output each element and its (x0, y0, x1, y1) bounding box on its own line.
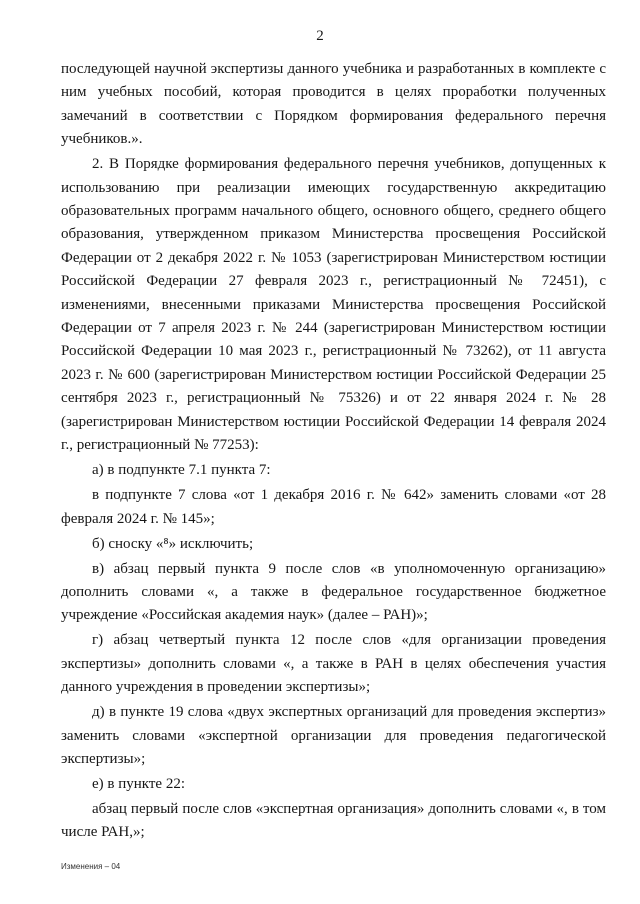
paragraph-3: а) в подпункте 7.1 пункта 7: (92, 462, 271, 479)
document-body (61, 58, 606, 845)
page-number: 2 (316, 28, 324, 44)
paragraph-7: г) абзац четвертый пункта 12 после слов «для организации проведения экспертизы» дополнить словами «, а также в РАН в целях обеспечения участия данного учреждения в проведении экспертизы»; (61, 632, 606, 696)
paragraph-9: е) в пункте 22: (92, 775, 186, 792)
paragraph-5: б) сноску «⁸» исключить; (92, 535, 254, 552)
paragraph-2: 2. В Порядке формирования федерального перечня учебников, допущенных к использованию при реализации имеющих государственную аккредитацию образовательных программ начального общего, основного общего, среднего общего образования, утвержденном приказом Министерства просвещения Российской Федерации от 2 декабря 2022 г. № 1053 (зарегистрирован Министерством юстиции Российской Федерации 27 февраля 2023 г., регистрационный № 72451), с изменениями, внесенными приказами Министерства просвещения Российской Федерации от 7 апреля 2023 г. № 244 (зарегистрирован Министерством юстиции Российской Федерации 10 мая 2023 г., регистрационный № 73262), от 11 августа 2023 г. № 600 (зарегистрирован Министерством юстиции Российской Федерации 25 сентября 2023 г., регистрационный № 75326) и от 22 января 2024 г. № 28 (зарегистрирован Министерством юстиции Российской Федерации 14 февраля 2024 г., регистрационный № 77253): (61, 156, 606, 454)
footer-revision-note: Изменения – 04 (61, 862, 121, 871)
paragraph-10: абзац первый после слов «экспертная организация» дополнить словами «, в том числе РАН,»; (61, 800, 606, 841)
paragraph-8: д) в пункте 19 слова «двух экспертных организаций для проведения экспертиз» заменить словами «экспертной организации для проведения педагогической экспертизы»; (61, 704, 606, 767)
paragraph-4: в подпункте 7 слова «от 1 декабря 2016 г. № 642» заменить словами «от 28 февраля 2024 г. № 145»; (61, 487, 606, 527)
paragraph-6: в) абзац первый пункта 9 после слов «в уполномоченную организацию» дополнить словами «, а также в федеральное государственное бюджетное учреждение «Российская академия наук» (далее – РАН)»; (61, 560, 606, 624)
paragraph-1: последующей научной экспертизы данного учебника и разработанных в комплекте с ним учебных пособий, которая проводится в целях проработки полученных замечаний в соответствии с Порядком формирования федерального перечня учебников.». (61, 61, 606, 148)
